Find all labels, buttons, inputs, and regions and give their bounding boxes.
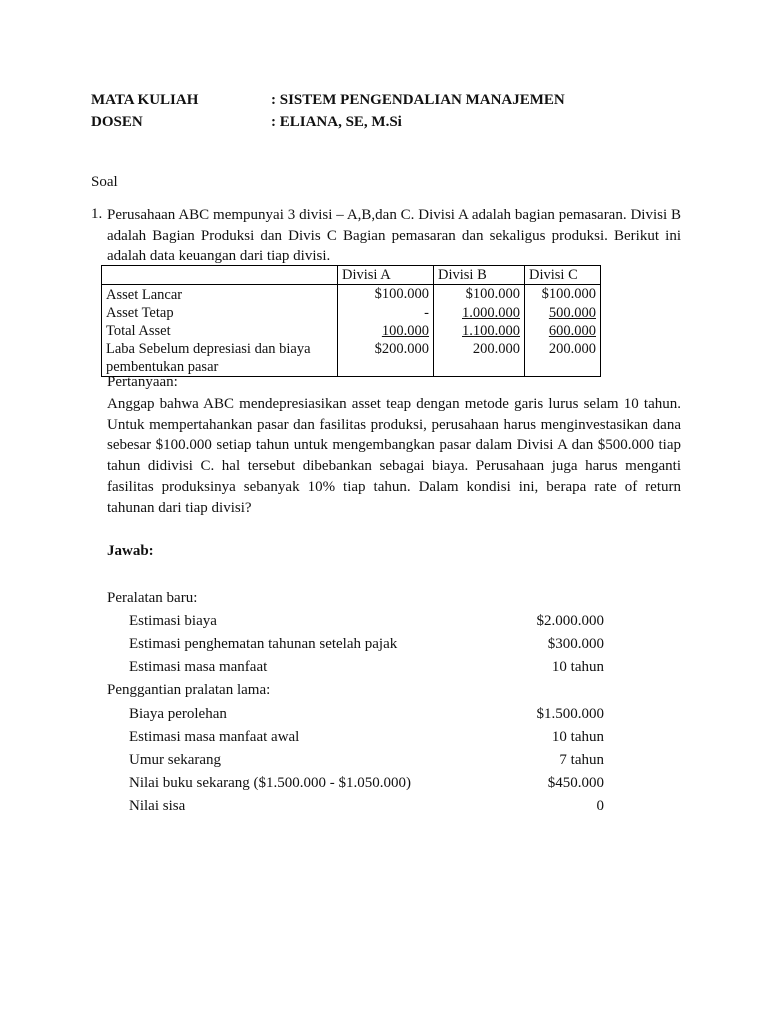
table-row-label: Asset Lancar	[102, 285, 338, 305]
list-item	[129, 729, 604, 749]
table-row	[102, 304, 601, 322]
table-cell: $100.000	[434, 285, 525, 305]
item-value: 10 tahun	[551, 729, 604, 745]
item-value: 0	[596, 798, 604, 814]
financial-table	[101, 265, 601, 377]
table-cell: $200.000	[338, 340, 434, 377]
item-label: Biaya perolehan	[129, 706, 227, 722]
table-header-cell	[102, 266, 338, 285]
table-cell: $100.000	[338, 285, 434, 305]
question-text: Perusahaan ABC mempunyai 3 divisi – A,B,dan C. Divisi A adalah bagian pemasaran. Divisi B adalah Bagian Produksi dan Divis C Bagian pemasaran dan sekaligus produksi. Berikut ini adalah data keuangan dari tiap divisi.	[107, 207, 681, 265]
table-header-cell: Divisi C	[525, 266, 601, 285]
list-item	[129, 613, 604, 633]
soal-heading: Soal	[91, 174, 118, 190]
table-cell: 600.000	[548, 323, 596, 339]
table-row-label: Total Asset	[102, 322, 338, 340]
table-cell: 1.000.000	[462, 305, 520, 321]
item-label: Nilai sisa	[129, 798, 186, 814]
item-label: Estimasi penghematan tahunan setelah pajak	[129, 636, 398, 652]
table-cell: 500.000	[548, 305, 596, 321]
item-value: $2.000.000	[536, 613, 604, 629]
table-cell: 200.000	[525, 340, 601, 377]
item-value: 7 tahun	[559, 752, 604, 768]
item-value: $300.000	[547, 636, 604, 652]
list-item	[129, 752, 604, 772]
table-row	[102, 285, 601, 305]
table-cell: $100.000	[525, 285, 601, 305]
item-label: Estimasi masa manfaat awal	[129, 729, 300, 745]
table-header-row	[102, 266, 601, 285]
table-header-cell: Divisi A	[338, 266, 434, 285]
peralatan-baru-title: Peralatan baru:	[107, 590, 198, 606]
list-item	[129, 775, 604, 795]
item-label: Estimasi masa manfaat	[129, 659, 268, 675]
table-row	[102, 340, 601, 377]
item-label: Nilai buku sekarang ($1.500.000 - $1.050.000)	[129, 775, 412, 791]
table-header-cell: Divisi B	[434, 266, 525, 285]
table-cell: 100.000	[381, 323, 429, 339]
course-label: MATA KULIAH	[91, 92, 199, 108]
table-row	[102, 322, 601, 340]
item-value: $1.500.000	[536, 706, 604, 722]
table-cell: -	[338, 304, 434, 322]
lecturer-value: : ELIANA, SE, M.Si	[271, 114, 402, 130]
item-label: Umur sekarang	[129, 752, 222, 768]
table-row-label: Laba Sebelum depresiasi dan biaya pembentukan pasar	[102, 340, 338, 377]
course-value: : SISTEM PENGENDALIAN MANAJEMEN	[271, 92, 565, 108]
table-cell: 200.000	[434, 340, 525, 377]
list-item	[129, 706, 604, 726]
penggantian-title: Penggantian pralatan lama:	[107, 682, 271, 698]
jawab-heading: Jawab:	[107, 543, 154, 559]
list-item	[129, 659, 604, 679]
table-row-label: Asset Tetap	[102, 304, 338, 322]
item-value: $450.000	[547, 775, 604, 791]
pertanyaan-label: Pertanyaan:	[107, 374, 178, 390]
list-item	[129, 798, 604, 818]
item-value: 10 tahun	[551, 659, 604, 675]
list-item	[129, 636, 604, 656]
item-label: Estimasi biaya	[129, 613, 217, 629]
lecturer-label: DOSEN	[91, 114, 143, 130]
question-number: 1.	[91, 206, 103, 222]
table-cell: 1.100.000	[462, 323, 520, 339]
pertanyaan-text: Anggap bahwa ABC mendepresiasikan asset teap dengan metode garis lurus selam 10 tahun. Untuk mempertahankan pasar dan fasilitas produksi, perusahaan harus menginvestasikan dana sebesar $100.000 setiap tahun untuk mengembangkan pasar dalam Divisi A dan $500.000 tiap tahun didivisi C. hal tersebut dibebankan sebagai biaya. Perusahaan juga harus menganti fasilitas produksinya sebanyak 10% tiap tahun. Dalam kondisi ini, berapa rate of return tahunan dari tiap divisi?	[107, 396, 681, 516]
